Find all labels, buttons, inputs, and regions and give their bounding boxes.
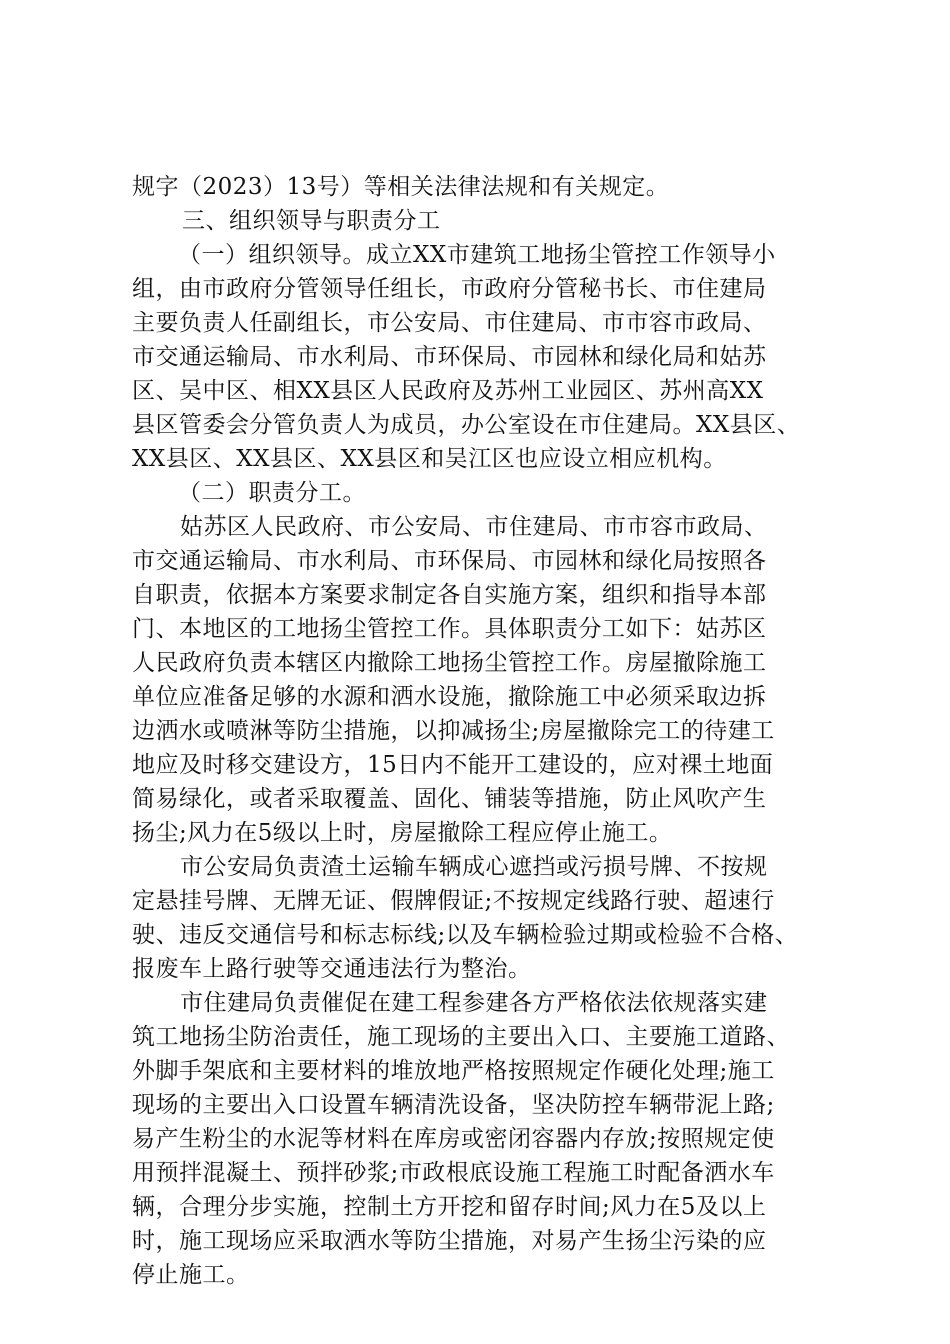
- text-line: 区、吴中区、相XX县区人民政府及苏州工业园区、苏州高XX: [132, 378, 764, 404]
- text-line: 定悬挂号牌、无牌无证、假牌假证;不按规定线路行驶、超速行: [132, 888, 775, 914]
- text-line: 主要负责人任副组长，市公安局、市住建局、市市容市政局、: [132, 310, 767, 336]
- text-line: 人民政府负责本辖区内撤除工地扬尘管控工作。房屋撤除施工: [132, 650, 767, 676]
- text-line: 边洒水或喷淋等防尘措施，以抑减扬尘;房屋撤除完工的待建工: [132, 718, 775, 744]
- text-line: 外脚手架底和主要材料的堆放地严格按照规定作硬化处理;施工: [132, 1058, 775, 1084]
- text-line: 停止施工。: [132, 1262, 250, 1288]
- subsection-heading: （一）组织领导。成立XX市建筑工地扬尘管控工作领导小: [178, 242, 776, 268]
- text-line: 扬尘;风力在5级以上时，房屋撤除工程应停止施工。: [132, 820, 673, 846]
- text-line: XX县区、XX县区、XX县区和吴江区也应设立相应机构。: [132, 446, 727, 472]
- text-line: 县区管委会分管负责人为成员，办公室设在市住建局。XX县区、: [132, 412, 801, 438]
- paragraph-start: 市住建局负责催促在建工程参建各方严格依法依规落实建: [180, 990, 768, 1016]
- paragraph-start: 市公安局负责渣土运输车辆成心遮挡或污损号牌、不按规: [180, 854, 768, 880]
- paragraph-start: 姑苏区人民政府、市公安局、市住建局、市市容市政局、: [180, 514, 768, 540]
- text-line: 市交通运输局、市水利局、市环保局、市园林和绿化局和姑苏: [132, 344, 767, 370]
- text-line: 规字（2023）13号）等相关法律法规和有关规定。: [132, 174, 670, 200]
- text-line: 驶、违反交通信号和标志标线;以及车辆检验过期或检验不合格、: [132, 922, 799, 948]
- subsection-heading: （二）职责分工。: [178, 480, 366, 506]
- section-heading: 三、组织领导与职责分工: [182, 208, 441, 234]
- text-line: 时，施工现场应采取洒水等防尘措施，对易产生扬尘污染的应: [132, 1228, 767, 1254]
- text-line: 简易绿化，或者采取覆盖、固化、铺装等措施，防止风吹产生: [132, 786, 767, 812]
- text-line: 地应及时移交建设方，15日内不能开工建设的，应对裸土地面: [132, 752, 774, 778]
- text-line: 辆，合理分步实施，控制土方开挖和留存时间;风力在5及以上: [132, 1194, 767, 1220]
- text-line: 自职责，依据本方案要求制定各自实施方案，组织和指导本部: [132, 582, 767, 608]
- text-line: 组，由市政府分管领导任组长，市政府分管秘书长、市住建局: [132, 276, 767, 302]
- text-line: 现场的主要出入口设置车辆清洗设备，坚决防控车辆带泥上路;: [132, 1092, 775, 1118]
- text-line: 单位应准备足够的水源和洒水设施，撤除施工中必须采取边拆: [132, 684, 767, 710]
- text-line: 市交通运输局、市水利局、市环保局、市园林和绿化局按照各: [132, 548, 767, 574]
- text-line: 报废车上路行驶等交通违法行为整治。: [132, 956, 532, 982]
- document-body: [132, 170, 852, 1292]
- text-line: 门、本地区的工地扬尘管控工作。具体职责分工如下：姑苏区: [132, 616, 767, 642]
- text-line: 易产生粉尘的水泥等材料在库房或密闭容器内存放;按照规定使: [132, 1126, 775, 1152]
- text-line: 用预拌混凝土、预拌砂浆;市政根底设施工程施工时配备洒水车: [132, 1160, 775, 1186]
- text-line: 筑工地扬尘防治责任，施工现场的主要出入口、主要施工道路、: [132, 1024, 790, 1050]
